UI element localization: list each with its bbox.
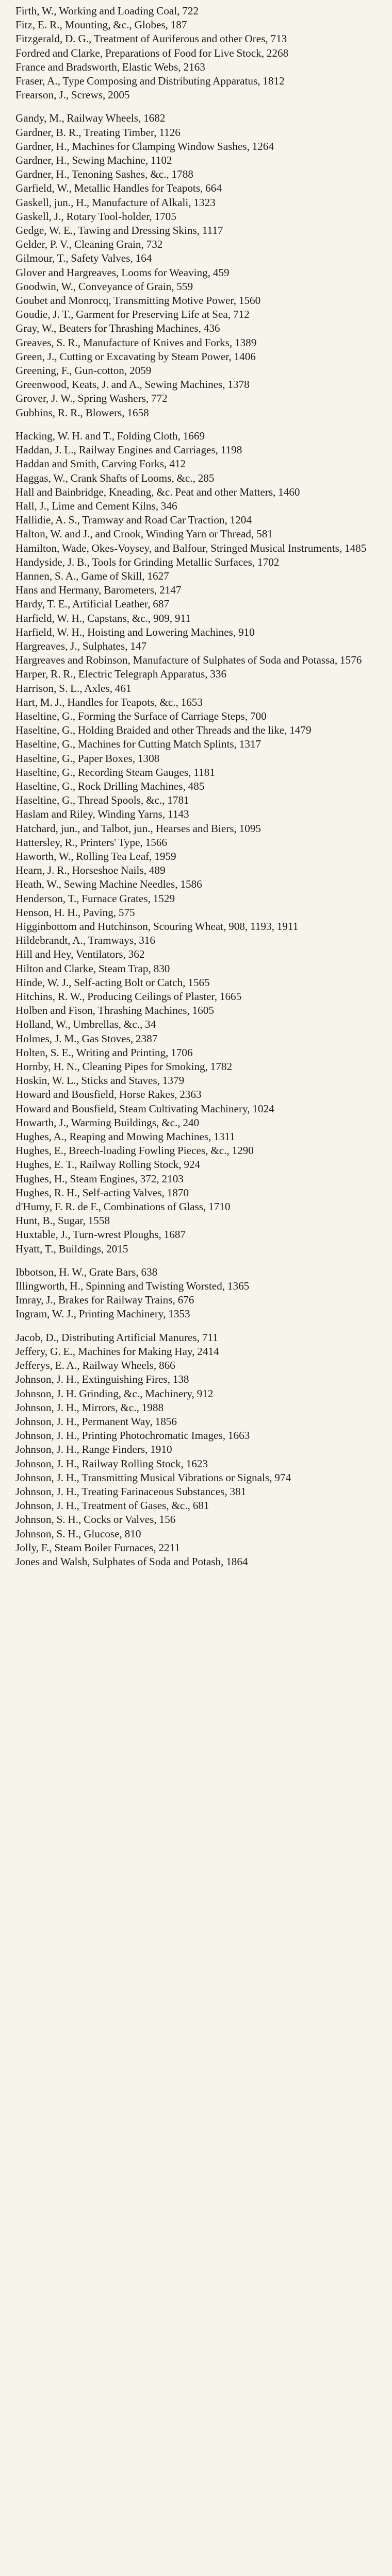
index-entry: Johnson, J. H., Mirrors, &c., 1988 (15, 1401, 164, 1414)
index-entry: Gandy, M., Railway Wheels, 1682 (15, 112, 166, 125)
index-entry: Hitchins, R. W., Producing Ceilings of Plaster, 1665 (15, 990, 242, 1003)
index-entry: Haseltine, G., Rock Drilling Machines, 485 (15, 779, 205, 792)
index-entry: Harfield, W. H., Capstans, &c., 909, 911 (15, 612, 191, 624)
index-entry: Ibbotson, H. W., Grate Bars, 638 (15, 1265, 158, 1278)
index-entry: Greenwood, Keats, J. and A., Sewing Machines, 1378 (15, 378, 250, 391)
index-entry: Hughes, E. T., Railway Rolling Stock, 924 (15, 1158, 201, 1171)
index-entry: Hughes, R. H., Self-acting Valves, 1870 (15, 1186, 189, 1199)
index-entry: Haseltine, G., Recording Steam Gauges, 1181 (15, 766, 215, 778)
index-entry: Hamilton, Wade, Okes-Voysey, and Balfour, Stringed Musical Instruments, 1485 (15, 541, 367, 554)
index-entry: Glover and Hargreaves, Looms for Weaving, 459 (15, 266, 230, 279)
index-entry: Halton, W. and J., and Crook, Winding Yarn or Thread, 581 (15, 528, 273, 540)
index-entry: Harper, R. R., Electric Telegraph Apparatus, 336 (15, 668, 227, 681)
index-entry: Goudie, J. T., Garment for Preserving Life at Sea, 712 (15, 308, 250, 321)
index-entry: Haseltine, G., Forming the Surface of Carriage Steps, 700 (15, 709, 267, 722)
index-entry: Haworth, W., Rolling Tea Leaf, 1959 (15, 850, 176, 862)
index-entry: Jolly, F., Steam Boiler Furnaces, 2211 (15, 1541, 181, 1554)
index-entry: Hunt, B., Sugar, 1558 (15, 1214, 110, 1227)
index-entry: Gedge, W. E., Tawing and Dressing Skins, 1117 (15, 224, 223, 237)
index-entry: Holten, S. E., Writing and Printing, 1706 (15, 1046, 193, 1059)
index-entry: Jeffery, G. E., Machines for Making Hay, 2414 (15, 1345, 219, 1358)
index-entry: France and Bradsworth, Elastic Webs, 2163 (15, 60, 205, 73)
index-entry: Frearson, J., Screws, 2005 (15, 89, 130, 101)
index-entry: Fitzgerald, D. G., Treatment of Auriferous and other Ores, 713 (15, 32, 287, 45)
index-entry: Gardner, B. R., Treating Timber, 1126 (15, 126, 181, 139)
index-entry: Haseltine, G., Thread Spools, &c., 1781 (15, 794, 189, 807)
index-entry: Gelder, P. V., Cleaning Grain, 732 (15, 238, 163, 251)
index-entry: Fitz, E. R., Mounting, &c., Globes, 187 (15, 19, 187, 31)
index-entry: Johnson, J. H., Range Finders, 1910 (15, 1443, 172, 1456)
index-entry: Heath, W., Sewing Machine Needles, 1586 (15, 878, 202, 891)
index-entry: Johnson, S. H., Cocks or Valves, 156 (15, 1513, 176, 1526)
index-entry: Hoskin, W. L., Sticks and Staves, 1379 (15, 1074, 185, 1087)
index-entry: Illingworth, H., Spinning and Twisting Worsted, 1365 (15, 1280, 250, 1293)
index-entry: Henderson, T., Furnace Grates, 1529 (15, 892, 175, 905)
index-entry: Harfield, W. H., Hoisting and Lowering Machines, 910 (15, 625, 255, 638)
index-entry: Johnson, J. H., Treating Farinaceous Substances, 381 (15, 1485, 247, 1498)
index-entry: Hatchard, jun., and Talbot, jun., Hearses and Biers, 1095 (15, 822, 262, 835)
index-entry: Haslam and Riley, Winding Yarns, 1143 (15, 808, 189, 821)
index-entry: Hart, M. J., Handles for Teapots, &c., 1653 (15, 696, 203, 708)
index-entry: Hargreaves and Robinson, Manufacture of Sulphates of Soda and Potassa, 1576 (15, 654, 362, 667)
index-entry: Haseltine, G., Machines for Cutting Match Splints, 1317 (15, 738, 262, 751)
index-entry: Gray, W., Beaters for Thrashing Machines, 436 (15, 322, 220, 335)
index-entry: Henson, H. H., Paving, 575 (15, 906, 135, 919)
index-entry: Goodwin, W., Conveyance of Grain, 559 (15, 280, 193, 293)
index-entry: Holland, W., Umbrellas, &c., 34 (15, 1018, 156, 1031)
section-divider (15, 102, 377, 111)
index-entry: Hargreaves, J., Sulphates, 147 (15, 639, 147, 652)
index-entry: Jacob, D., Distributing Artificial Manures, 711 (15, 1331, 218, 1344)
index-entry: Hall, J., Lime and Cement Kilns, 346 (15, 499, 177, 512)
index-entry: Johnson, J. H., Transmitting Musical Vibrations or Signals, 974 (15, 1471, 291, 1484)
index-entry: Hannen, S. A., Game of Skill, 1627 (15, 569, 169, 582)
index-entry: Jefferys, E. A., Railway Wheels, 866 (15, 1359, 175, 1372)
index-entry: Grover, J. W., Spring Washers, 772 (15, 392, 168, 405)
index-entry: Johnson, J. H., Extinguishing Fires, 138 (15, 1373, 189, 1386)
index-entry: Gaskell, jun., H., Manufacture of Alkali, 1323 (15, 196, 216, 209)
index-entry: Garfield, W., Metallic Handles for Teapots, 664 (15, 182, 222, 195)
index-entry: Hughes, E., Breech-loading Fowling Pieces, &c., 1290 (15, 1144, 254, 1157)
index-entry: Hughes, A., Reaping and Mowing Machines, 1311 (15, 1130, 235, 1143)
index-entry: Hall and Bainbridge, Kneading, &c. Peat and other Matters, 1460 (15, 485, 300, 498)
index-entry: Holmes, J. M., Gas Stoves, 2387 (15, 1032, 158, 1045)
index-entry: Haddan and Smith, Carving Forks, 412 (15, 457, 186, 470)
index-entry: Hughes, H., Steam Engines, 372, 2103 (15, 1172, 184, 1185)
index-entry: Hyatt, T., Buildings, 2015 (15, 1242, 128, 1255)
index-entry: Handyside, J. B., Tools for Grinding Metallic Surfaces, 1702 (15, 555, 280, 568)
index-entry: Hornby, H. N., Cleaning Pipes for Smoking, 1782 (15, 1060, 233, 1073)
index-entry: Haggas, W., Crank Shafts of Looms, &c., 285 (15, 471, 215, 484)
index-entry: Howard and Bousfield, Horse Rakes, 2363 (15, 1088, 202, 1101)
index-entry: Jones and Walsh, Sulphates of Soda and Potash, 1864 (15, 1555, 248, 1568)
index-entry: Gubbins, R. R., Blowers, 1658 (15, 406, 149, 419)
index-entry: Gaskell, J., Rotary Tool-holder, 1705 (15, 210, 176, 223)
index-entry: Johnson, S. H., Glucose, 810 (15, 1527, 141, 1540)
section-divider (15, 1321, 377, 1331)
index-entry: Hallidie, A. S., Tramway and Road Car Traction, 1204 (15, 514, 252, 527)
index-entry: Hardy, T. E., Artificial Leather, 687 (15, 598, 170, 611)
index-entry: Holben and Fison, Thrashing Machines, 1605 (15, 1004, 214, 1017)
index-entry: Hacking, W. H. and T., Folding Cloth, 1669 (15, 429, 205, 442)
index-entry: Howarth, J., Warming Buildings, &c., 240 (15, 1116, 200, 1129)
index-entry: Imray, J., Brakes for Railway Trains, 676 (15, 1294, 194, 1307)
index-entry: Hilton and Clarke, Steam Trap, 830 (15, 962, 170, 975)
section-divider (15, 420, 377, 429)
index-entry: Hinde, W. J., Self-acting Bolt or Catch, 1565 (15, 976, 210, 989)
index-entry: Fraser, A., Type Composing and Distributing Apparatus, 1812 (15, 75, 285, 88)
index-entry: Johnson, J. H. Grinding, &c., Machinery, 912 (15, 1387, 214, 1400)
index-entry: d'Humy, F. R. de F., Combinations of Glass, 1710 (15, 1200, 231, 1213)
index-entry: Harrison, S. L., Axles, 461 (15, 682, 132, 694)
index-entry: Johnson, J. H., Treatment of Gases, &c., 681 (15, 1499, 209, 1512)
index-entry: Haseltine, G., Holding Braided and other Threads and the like, 1479 (15, 724, 312, 737)
index-entry: Higginbottom and Hutchinson, Scouring Wheat, 908, 1193, 1911 (15, 920, 299, 933)
index-entry: Hearn, J. R., Horseshoe Nails, 489 (15, 864, 166, 877)
index-entry: Haddan, J. L., Railway Engines and Carriages, 1198 (15, 444, 242, 456)
index-entry: Firth, W., Working and Loading Coal, 722 (15, 5, 199, 17)
index-entry: Gardner, H., Machines for Clamping Window Sashes, 1264 (15, 140, 274, 152)
index-entry: Gardner, H., Sewing Machine, 1102 (15, 154, 172, 167)
index-entry: Greaves, S. R., Manufacture of Knives and Forks, 1389 (15, 336, 257, 349)
index-entry: Johnson, J. H., Permanent Way, 1856 (15, 1415, 177, 1428)
index-entry: Gilmour, T., Safety Valves, 164 (15, 252, 152, 265)
index-entry: Hans and Hermany, Barometers, 2147 (15, 584, 182, 597)
index-entry: Hill and Hey, Ventilators, 362 (15, 948, 145, 961)
index-entry: Fordred and Clarke, Preparations of Food for Live Stock, 2268 (15, 46, 289, 59)
index-entry: Johnson, J. H., Railway Rolling Stock, 1623 (15, 1457, 208, 1470)
index-entry: Johnson, J. H., Printing Photochromatic Images, 1663 (15, 1429, 250, 1442)
index-entry: Hattersley, R., Printers' Type, 1566 (15, 836, 167, 849)
index-entry: Green, J., Cutting or Excavating by Steam Power, 1406 (15, 350, 256, 363)
section-divider (15, 1256, 377, 1265)
index-entry: Huxtable, J., Turn-wrest Ploughs, 1687 (15, 1228, 186, 1241)
index-entry: Haseltine, G., Paper Boxes, 1308 (15, 752, 160, 765)
index-entry: Ingram, W. J., Printing Machinery, 1353 (15, 1308, 190, 1320)
index-entry: Hildebrandt, A., Tramways, 316 (15, 934, 155, 947)
index-entry: Goubet and Monrocq, Transmitting Motive Power, 1560 (15, 294, 261, 307)
index-entry: Howard and Bousfield, Steam Cultivating Machinery, 1024 (15, 1102, 274, 1115)
index-entry: Greening, F., Gun-cotton, 2059 (15, 364, 152, 377)
index-entry: Gardner, H., Tenoning Sashes, &c., 1788 (15, 168, 193, 181)
